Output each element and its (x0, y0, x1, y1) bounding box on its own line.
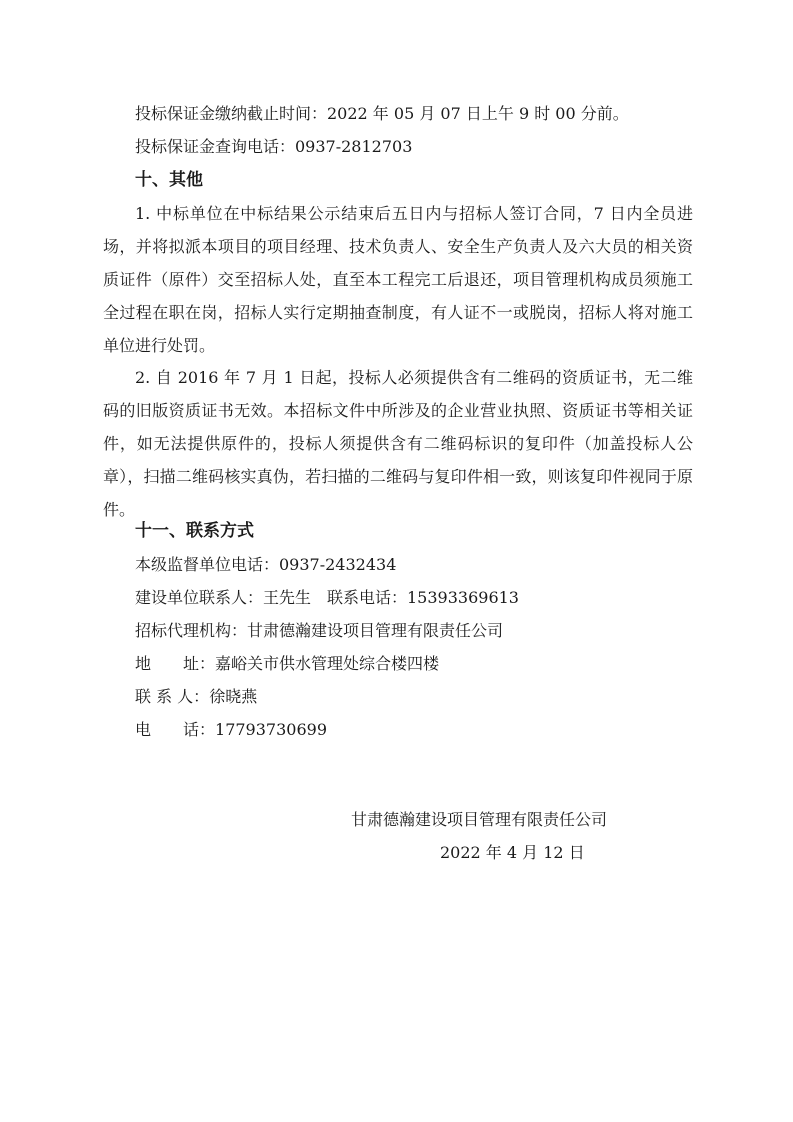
phone-label: 电 话： (135, 720, 216, 739)
supervisor-phone: 本级监督单位电话：0937-2432434 (135, 555, 397, 574)
section-10-item-1: 1. 中标单位在中标结果公示结束后五日内与招标人签订合同，7 日内全员进场，并将拟派本项目的项目经理、技术负责人、安全生产负责人及六大员的相关资质证件（原件）交至招标人处，直至本工程完工后退还，项目管理机构成员须施工全过程在职在岗，招标人实行定期抽查制度，有人证不一或脱岗，招标人将对施工单位进行处罚。 (103, 204, 693, 355)
section-10-item-2: 2. 自 2016 年 7 月 1 日起，投标人必须提供含有二维码的资质证书，无二维码的旧版资质证书无效。本招标文件中所涉及的企业营业执照、资质证书等相关证件，如无法提供原件的，投标人须提供含有二维码标识的复印件（加盖投标人公章），扫描二维码核实真伪，若扫描的二维码与复印件相一致，则该复印件视同于原件。 (103, 368, 693, 519)
signature-company: 甘肃德瀚建设项目管理有限责任公司 (351, 810, 608, 829)
contact-person-row (135, 687, 257, 707)
section-10-heading: 十、其他 (135, 170, 203, 190)
builder-contact: 建设单位联系人：王先生 联系电话：15393369613 (135, 588, 519, 607)
address-row (135, 654, 439, 674)
deposit-deadline: 投标保证金缴纳截止时间：2022 年 05 月 07 日上午 9 时 00 分前。 (135, 104, 629, 123)
signature-date: 2022 年 4 月 12 日 (440, 843, 585, 862)
deposit-query-phone: 投标保证金查询电话：0937-2812703 (135, 137, 413, 156)
tender-agency: 招标代理机构：甘肃德瀚建设项目管理有限责任公司 (135, 621, 504, 640)
section-11-heading: 十一、联系方式 (135, 521, 254, 541)
contact-person-value: 徐晓燕 (209, 687, 258, 706)
contact-person-label: 联 系 人： (135, 687, 210, 706)
address-value: 嘉峪关市供水管理处综合楼四楼 (215, 654, 440, 673)
address-label: 地 址： (135, 654, 216, 673)
phone-row (135, 720, 327, 740)
phone-value: 17793730699 (215, 720, 327, 739)
